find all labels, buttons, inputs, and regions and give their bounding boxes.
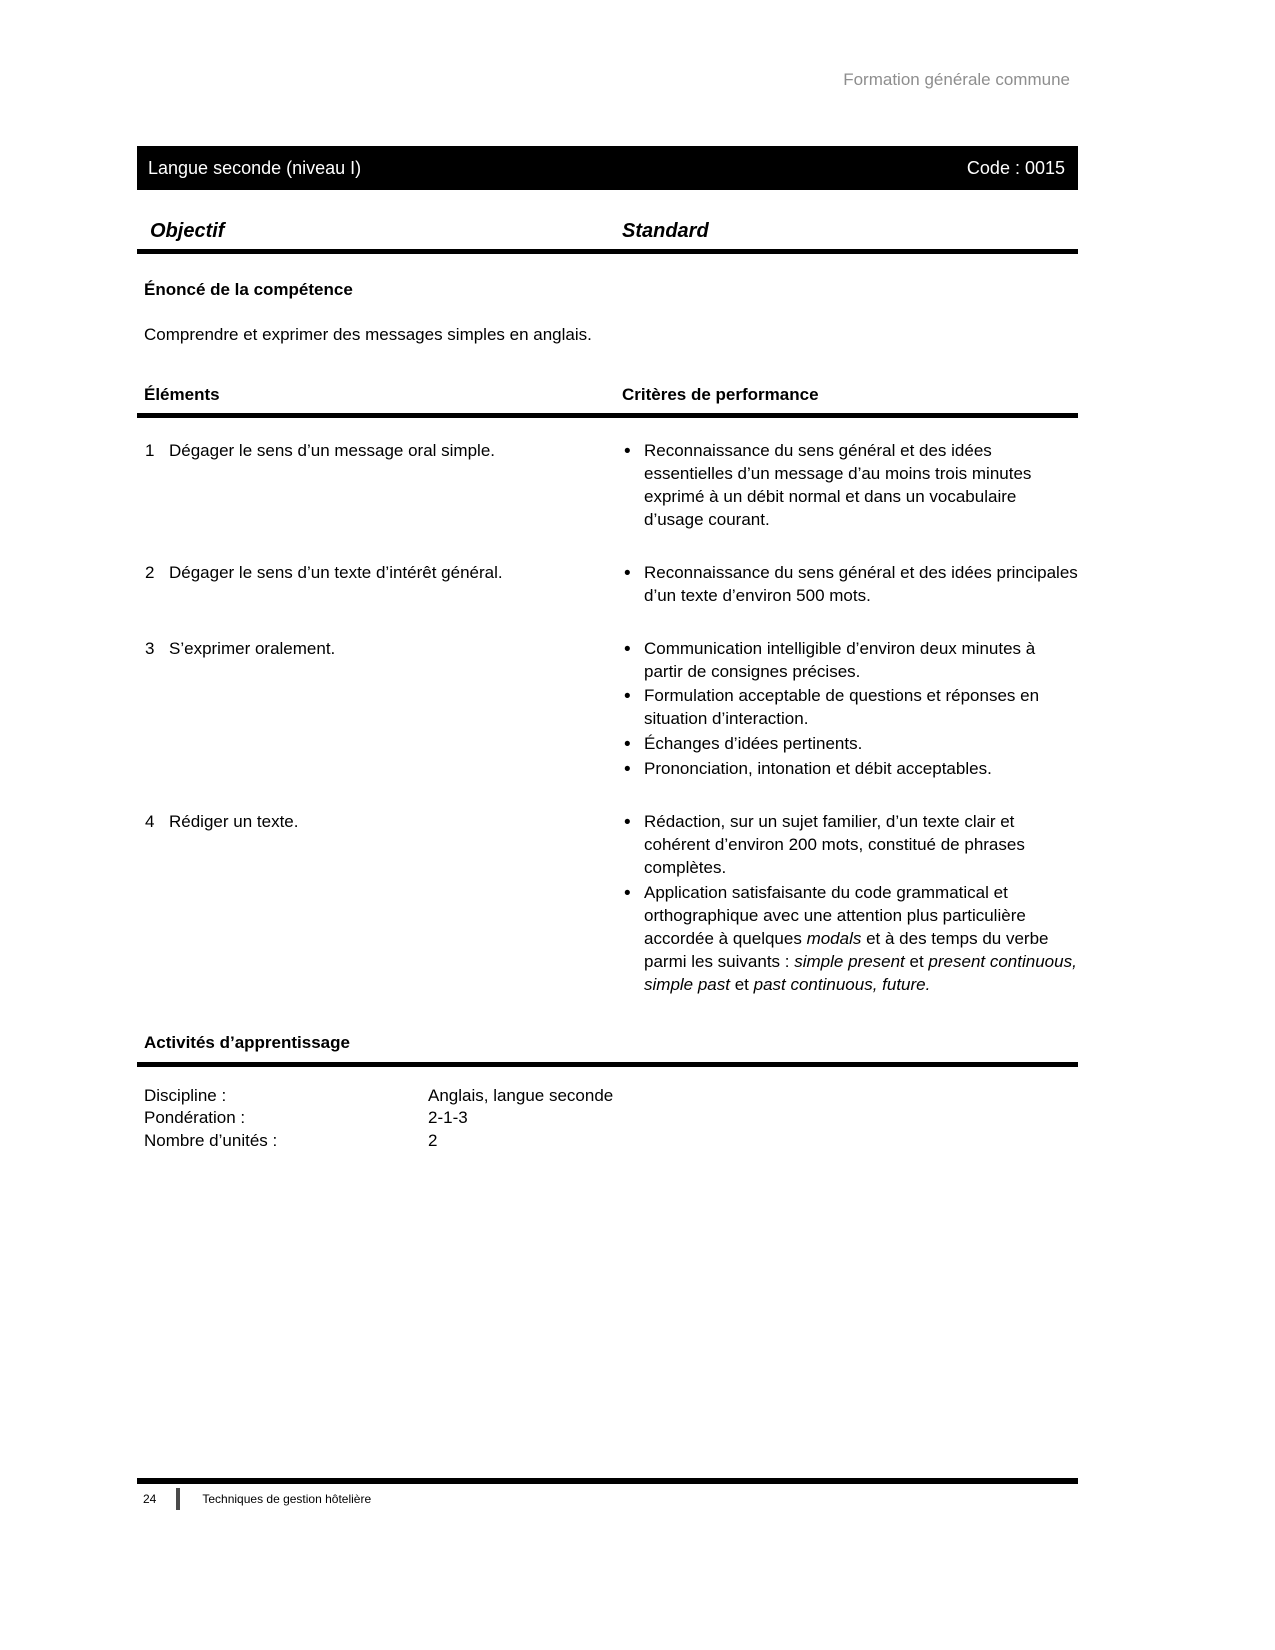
element-text: S’exprimer oralement. — [169, 638, 336, 658]
criterion-text-segment: present continuous, simple past — [644, 951, 1077, 994]
criterion-text-segment: Rédaction, sur un sujet familier, d’un texte clair et cohérent d’environ 200 mots, constitué de phrases complètes. — [644, 812, 1025, 878]
footer-separator-bar — [176, 1488, 180, 1510]
criteria-list — [622, 440, 1078, 532]
page-footer — [137, 1488, 1078, 1510]
criterion-item — [622, 811, 1078, 880]
elements-rows — [137, 440, 1078, 999]
footer-program-label: Techniques de gestion hôtelière — [202, 1492, 372, 1506]
activity-row-ponderation — [137, 1107, 1078, 1129]
criterion-text-segment: Reconnaissance du sens général et des idées principales d’un texte d’environ 500 mots. — [644, 562, 1078, 605]
activity-row-unites — [137, 1130, 1078, 1152]
criterion-text-segment: et — [904, 951, 929, 971]
activity-row-discipline — [137, 1085, 1078, 1107]
page-content — [137, 0, 1078, 1152]
standard-heading: Standard — [622, 220, 709, 242]
criterion-text-segment: Communication intelligible d’environ deux minutes à partir de consignes précises. — [644, 638, 1036, 681]
criteria-cell — [622, 562, 1078, 610]
criterion-text-segment: Prononciation, intonation et débit acceptables. — [644, 759, 992, 779]
competence-heading: Énoncé de la compétence — [144, 280, 353, 299]
table-row — [137, 638, 1078, 784]
unites-value: 2 — [428, 1130, 438, 1150]
criterion-item — [622, 440, 1078, 532]
table-row — [137, 440, 1078, 534]
criteria-cell — [622, 440, 1078, 534]
criterion-text-segment: Échanges d’idées pertinents. — [644, 734, 863, 754]
criterion-item — [622, 685, 1078, 731]
footer-rule — [137, 1478, 1078, 1484]
unites-label: Nombre d’unités : — [144, 1130, 278, 1150]
ponderation-label: Pondération : — [144, 1108, 246, 1128]
criterion-text-segment: Formulation acceptable de questions et réponses en situation d’interaction. — [644, 686, 1040, 729]
criteria-cell — [622, 638, 1078, 784]
criterion-item — [622, 733, 1078, 756]
criterion-item — [622, 882, 1078, 997]
objectif-standard-headers — [137, 220, 1078, 254]
competence-statement: Comprendre et exprimer des messages simples en anglais. — [144, 325, 592, 344]
criterion-text-segment: modals — [806, 928, 862, 948]
element-number: 4 — [145, 812, 155, 832]
element-number: 3 — [145, 638, 155, 658]
criterion-item — [622, 562, 1078, 608]
criteria-heading: Critères de performance — [622, 384, 819, 404]
criterion-text-segment: Reconnaissance du sens général et des idées essentielles d’un message d’au moins trois minutes exprimé à un débit normal et dans un vocabulaire d’usage courant. — [644, 440, 1032, 529]
activity-rows — [137, 1085, 1078, 1152]
ponderation-value: 2-1-3 — [428, 1108, 468, 1128]
objectif-heading: Objectif — [150, 220, 225, 242]
elements-criteria-headers — [137, 385, 1078, 418]
criterion-text-segment: et — [729, 974, 754, 994]
activities-heading: Activités d’apprentissage — [137, 1033, 1078, 1067]
criterion-item — [622, 638, 1078, 684]
criterion-text-segment: Application satisfaisante du code grammatical et orthographique avec une attention plus particulière accordée à quelques — [644, 883, 1026, 948]
criteria-list — [622, 562, 1078, 608]
table-row — [137, 562, 1078, 610]
element-number: 2 — [145, 562, 155, 582]
page-number: 24 — [143, 1492, 157, 1506]
criteria-list — [622, 811, 1078, 997]
course-title: Langue seconde (niveau I) — [148, 157, 362, 178]
elements-heading: Éléments — [144, 384, 220, 404]
element-text: Rédiger un texte. — [169, 812, 299, 832]
criterion-text-segment: past continuous, future. — [753, 974, 931, 994]
criterion-text-segment: et à des temps du verbe parmi les suivants : — [644, 928, 1049, 971]
element-text: Dégager le sens d’un texte d’intérêt général. — [169, 562, 503, 582]
criterion-item — [622, 758, 1078, 781]
running-header: Formation générale commune — [843, 70, 1070, 89]
element-text: Dégager le sens d’un message oral simple. — [169, 440, 496, 460]
discipline-value: Anglais, langue seconde — [428, 1085, 614, 1105]
course-title-bar — [137, 146, 1078, 190]
discipline-label: Discipline : — [144, 1085, 227, 1105]
table-row — [137, 811, 1078, 999]
criterion-text-segment: simple present — [794, 951, 905, 971]
course-code: Code : 0015 — [966, 157, 1065, 178]
element-number: 1 — [145, 440, 155, 460]
criteria-list — [622, 638, 1078, 782]
criteria-cell — [622, 811, 1078, 999]
